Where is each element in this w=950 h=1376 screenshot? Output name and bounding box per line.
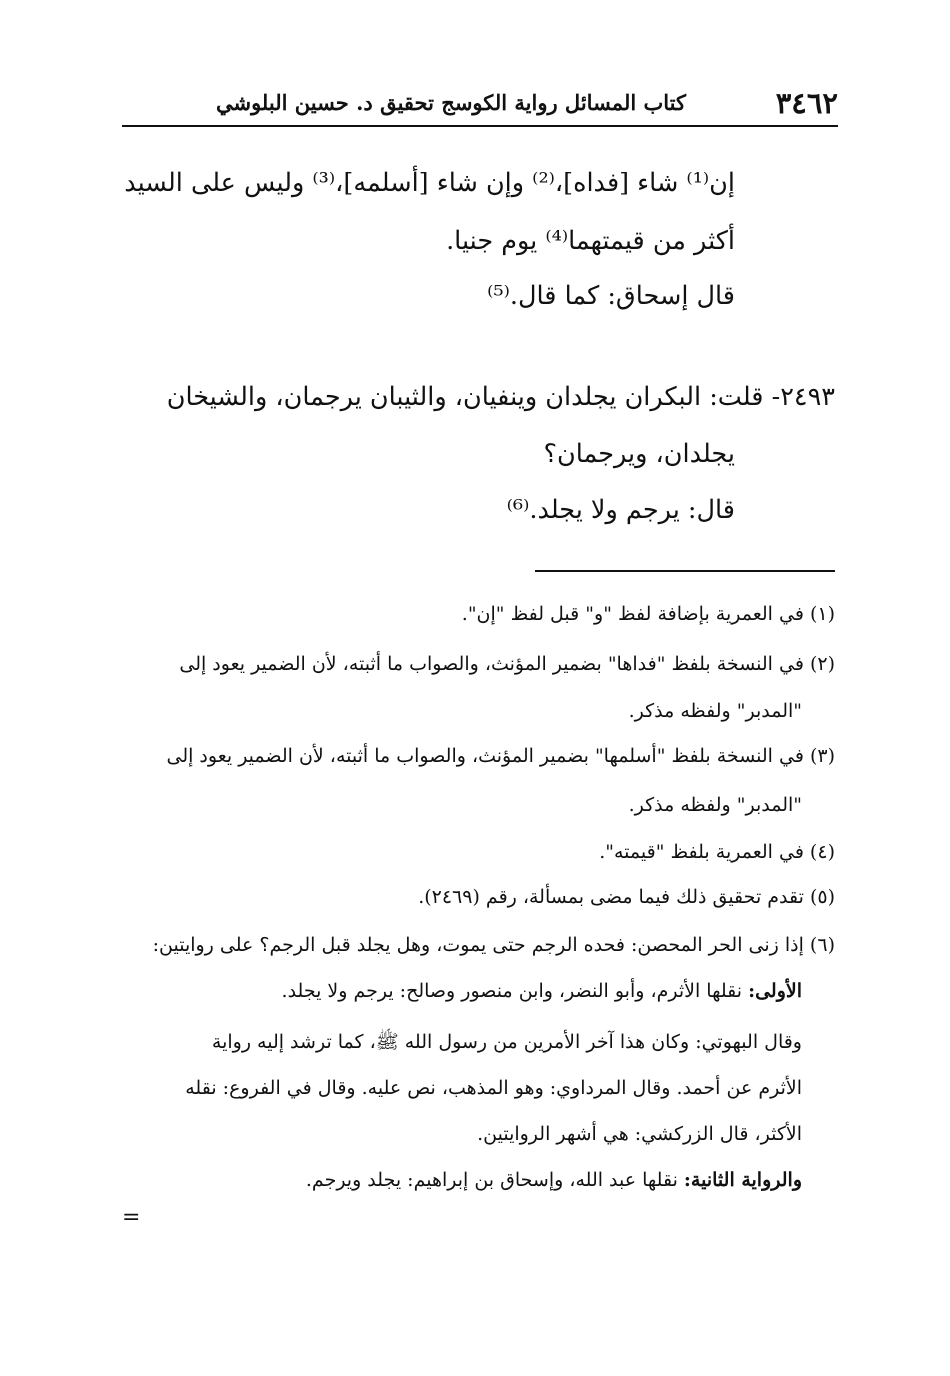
footnote-3: (٣) في النسخة بلفظ "أسلمها" بضمير المؤنث، والصواب ما أثبته، لأن الضمير يعود إلى xyxy=(166,745,835,767)
body-line-2: أكثر من قيمتهما⁽⁴⁾ يوم جنيا. xyxy=(446,226,735,256)
footnote-6-line: وقال البهوتي: وكان هذا آخر الأمرين من رسول الله ﷺ، كما ترشد إليه رواية xyxy=(211,1031,802,1053)
narration-label-first: الأولى: xyxy=(748,980,802,1002)
narration-text-first: نقلها الأثرم، وأبو النضر، وابن منصور وصالح: يرجم ولا يجلد. xyxy=(281,980,749,1002)
page-header xyxy=(122,80,838,124)
footnote-separator xyxy=(535,570,835,572)
footnote-3-cont: "المدبر" ولفظه مذكر. xyxy=(628,794,802,816)
body-line-3: قال إسحاق: كما قال.⁽⁵⁾ xyxy=(487,281,735,311)
footnote-1: (١) في العمرية بإضافة لفظ "و" قبل لفظ "إن". xyxy=(461,603,835,625)
issue-2493-question: ٢٤٩٣- قلت: البكران يجلدان وينفيان، والثيبان يرجمان، والشيخان xyxy=(166,382,835,412)
footnote-2: (٢) في النسخة بلفظ "فداها" بضمير المؤنث، والصواب ما أثبته، لأن الضمير يعود إلى xyxy=(179,653,835,675)
footnote-6-line: الأكثر، قال الزركشي: هي أشهر الروايتين. xyxy=(477,1123,802,1145)
header-rule xyxy=(122,125,838,127)
footnote-6-line: الأثرم عن أحمد. وقال المرداوي: وهو المذهب، نص عليه. وقال في الفروع: نقله xyxy=(185,1077,802,1099)
footnote-6-second-narration xyxy=(306,1169,802,1191)
running-title: كتاب المسائل رواية الكوسج تحقيق د. حسين البلوشي xyxy=(215,90,686,115)
footnote-4: (٤) في العمرية بلفظ "قيمته". xyxy=(599,841,835,863)
narration-text-second: نقلها عبد الله، وإسحاق بن إبراهيم: يجلد ويرجم. xyxy=(305,1169,684,1191)
issue-2493-answer: قال: يرجم ولا يجلد.⁽⁶⁾ xyxy=(506,495,735,525)
narration-label-second: والرواية الثانية: xyxy=(683,1169,802,1191)
body-line-1: إن⁽¹⁾ شاء [فداه]،⁽²⁾ وإن شاء [أسلمه]،⁽³⁾ وليس على السيد xyxy=(124,168,735,198)
footnote-6: (٦) إذا زنى الحر المحصن: فحده الرجم حتى يموت، وهل يجلد قبل الرجم؟ على روايتين: xyxy=(152,934,835,956)
page-number: ٣٤٦٢ xyxy=(775,86,838,120)
issue-2493-question-cont: يجلدان، ويرجمان؟ xyxy=(543,439,735,469)
footnote-5: (٥) تقدم تحقيق ذلك فيما مضى بمسألة، رقم (٢٤٦٩). xyxy=(418,886,835,908)
continuation-mark: = xyxy=(122,1205,141,1230)
footnote-2-cont: "المدبر" ولفظه مذكر. xyxy=(628,700,802,722)
footnote-6-first-narration xyxy=(282,980,802,1002)
